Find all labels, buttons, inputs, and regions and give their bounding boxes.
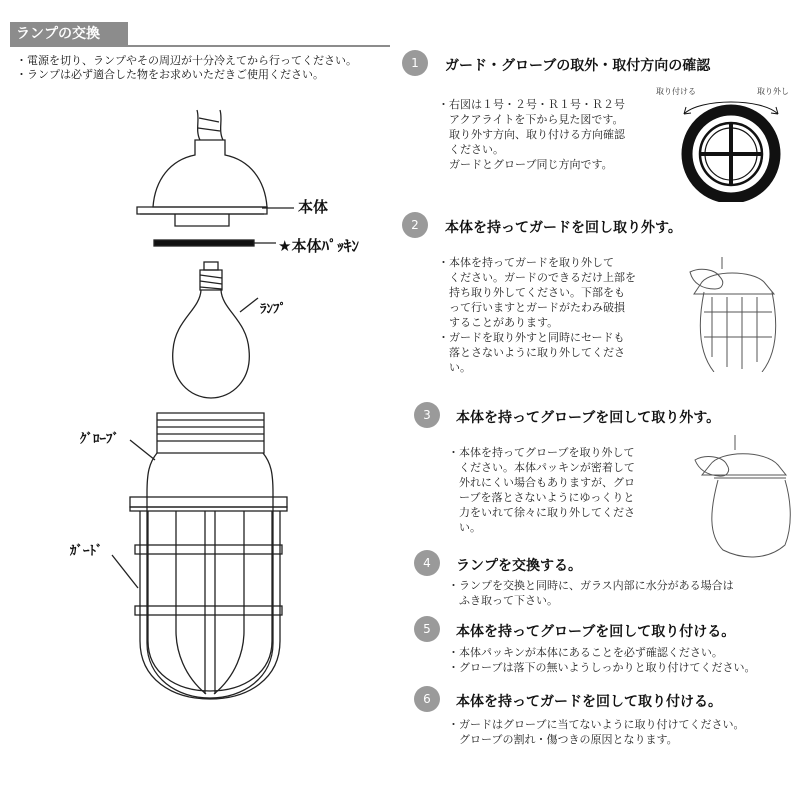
step-2-title: 本体を持ってガードを回し取り外す。 bbox=[445, 220, 682, 236]
step-6-number: 6 bbox=[414, 686, 440, 712]
step-5-number: 5 bbox=[414, 616, 440, 642]
packing-drawing bbox=[154, 240, 254, 246]
step-3-body: ・本体を持ってグローブを取り外して ください。本体パッキンが密着して 外れにくい場合もありますが、グロ ーブを落とさないようにゆっくりと 力をいれて徐々に取り外してくださ い。 bbox=[448, 446, 635, 534]
label-guard: ｶﾞｰﾄﾞ bbox=[70, 544, 103, 559]
step-1-label-attach: 取り付ける bbox=[656, 87, 696, 96]
step-2-number: 2 bbox=[402, 212, 428, 238]
label-globe: ｸﾞﾛｰﾌﾞ bbox=[80, 432, 119, 447]
step-4-title: ランプを交換する。 bbox=[456, 558, 582, 574]
step-4-body: ・ランプを交換と同時に、ガラス内部に水分がある場合は ふき取って下さい。 bbox=[448, 579, 734, 607]
step-1-body: ・右図は１号・２号・Ｒ１号・Ｒ２号 アクアライトを下から見た図です。 取り外す方向、取り付ける方向確認 ください。 ガードとグローブ同じ方向です。 bbox=[438, 98, 625, 171]
warning-line-1: ・電源を切り、ランプやその周辺が十分冷えてから行ってください。 bbox=[16, 54, 357, 67]
step-1-label-remove: 取り外し bbox=[757, 87, 789, 96]
step-6-title: 本体を持ってガードを回して取り付ける。 bbox=[456, 694, 722, 710]
step-6-body: ・ガードはグローブに当てないように取り付けてください。 グローブの割れ・傷つきの原因となります。 bbox=[448, 718, 745, 746]
lamp-leader bbox=[240, 298, 258, 312]
step-2-hand-figure bbox=[682, 252, 792, 372]
cable-drawing bbox=[197, 110, 223, 140]
step-3-number: 3 bbox=[414, 402, 440, 428]
bottom-view-figure bbox=[670, 92, 795, 202]
body-drawing bbox=[137, 140, 267, 226]
label-lamp: ﾗﾝﾌﾟ bbox=[260, 302, 286, 317]
guard-leader bbox=[112, 555, 138, 588]
step-5-title: 本体を持ってグローブを回して取り付ける。 bbox=[456, 624, 736, 640]
globe-drawing bbox=[147, 413, 273, 698]
step-1-title: ガード・グローブの取外・取付方向の確認 bbox=[445, 58, 711, 74]
section-title: ランプの交換 bbox=[10, 22, 128, 46]
step-4-number: 4 bbox=[414, 550, 440, 576]
step-3-hand-figure bbox=[690, 430, 798, 560]
warning-line-2: ・ランプは必ず適合した物をお求めいただきご使用ください。 bbox=[16, 68, 324, 81]
globe-leader bbox=[130, 440, 155, 460]
label-body: 本体 bbox=[298, 198, 329, 216]
label-packing: ★本体ﾊﾟｯｷﾝ bbox=[278, 237, 359, 255]
step-2-body: ・本体を持ってガードを取り外して ください。ガードのできるだけ上部を 持ち取り外してください。下部をも って行いますとガードがたわみ破損 することがあります。 ・ガードを取り外すと同時にセードも 落とさないように取り外してくださ い。 bbox=[438, 256, 636, 374]
lamp-drawing bbox=[173, 262, 250, 398]
step-5-body: ・本体パッキンが本体にあることを必ず確認ください。 ・グローブは落下の無いようしっかりと取り付けてください。 bbox=[448, 646, 756, 674]
step-1-number: 1 bbox=[402, 50, 428, 76]
step-3-title: 本体を持ってグローブを回して取り外す。 bbox=[456, 410, 721, 426]
